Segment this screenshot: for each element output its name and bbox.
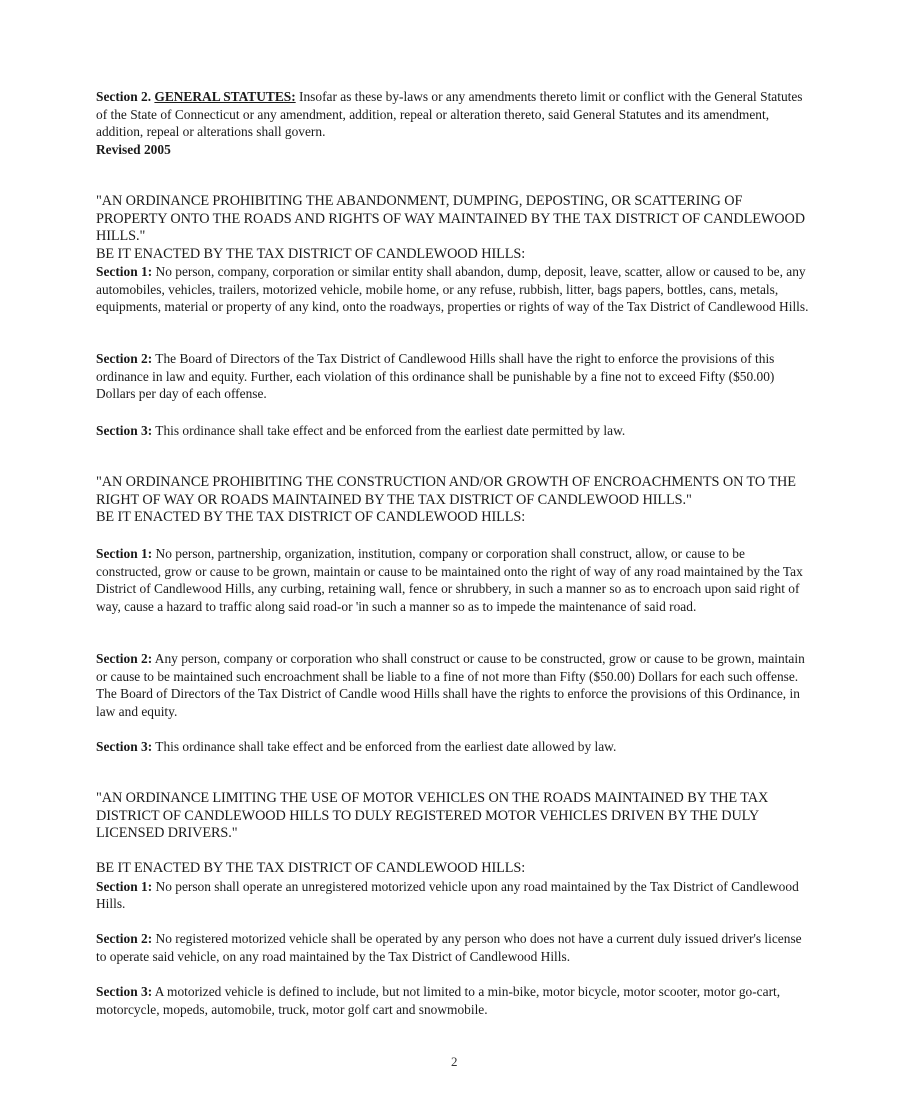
section-text: Insofar as these by-laws or any amendments thereto limit or conflict with the General Statutes of the State of Connecticut or any amendment, addition, repeal or alteration thereto, said General Statutes and its amendment, addition, repeal or alterations shall govern. [96,89,803,140]
ordinance-motor-vehicles-section-2 [96,930,812,965]
section-text: A motorized vehicle is defined to include, but not limited to a min-bike, motor bicycle, motor scooter, motor go-cart, motorcycle, mopeds, automobile, truck, motor golf cart and snowmobile. [96,984,781,1017]
ordinance-encroachments-section-3 [96,738,812,756]
section-label: Section 3: [96,739,153,754]
section-text: No person shall operate an unregistered motorized vehicle upon any road maintained by the Tax District of Candlewood Hills. [96,878,799,912]
section-text: The Board of Directors of the Tax District of Candlewood Hills shall have the right to enforce the provisions of this ordinance in law and equity. Further, each violation of this ordinance shall be punishable by a fine not to exceed Fifty ($50.00) Dollars per day of each offense. [96,351,775,402]
ordinance-abandonment-section-2 [96,350,812,403]
section-label: Section 3: [96,984,153,999]
ordinance-motor-vehicles-enacted [96,860,812,913]
section-paragraph [96,738,812,756]
section-text: No person, partnership, organization, institution, company or corporation shall construct, allow, or cause to be constructed, grow or cause to be grown, maintain or cause to be maintained onto the right of way of any road maintained by the Tax District of Candlewood Hills, any curbing, retaining wall, fence or shrubbery, in such a manner so as to encroach upon said right of way, cause a hazard to traffic along said road-or 'in such a manner so as to impede the maintenance of said road. [96,546,803,614]
ordinance-title: "AN ORDINANCE PROHIBITING THE ABANDONMENT, DUMPING, DEPOSTING, OR SCATTERING OF PROPERTY ONTO THE ROADS AND RIGHTS OF WAY MAINTAINED BY THE TAX DISTRICT OF CANDLEWOOD HILLS." [96,193,805,245]
section-label: Section 1: [96,878,153,894]
enacted-line: BE IT ENACTED BY THE TAX DISTRICT OF CANDLEWOOD HILLS: [96,509,526,526]
section-text: No registered motorized vehicle shall be operated by any person who does not have a current duly issued driver's license to operate said vehicle, on any road maintained by the Tax District of Candlewood Hills. [96,931,802,964]
enacted-line: BE IT ENACTED BY THE TAX DISTRICT OF CANDLEWOOD HILLS: [96,860,526,876]
section-paragraph [96,350,812,403]
ordinance-encroachments-section-2 [96,650,812,720]
section-paragraph [96,422,812,440]
general-statutes-section [96,88,812,158]
section-label: Section 1: [96,546,153,561]
section-paragraph [96,878,812,913]
ordinance-abandonment [96,193,812,263]
section-text: This ordinance shall take effect and be enforced from the earliest date permitted by law. [155,423,626,438]
section-label: Section 2: [96,931,153,946]
section-heading: GENERAL STATUTES: [154,89,296,104]
section-text: No person, company, corporation or similar entity shall abandon, dump, deposit, leave, scatter, allow or caused to be, any automobiles, vehicles, trailers, motorized vehicle, mobile home, or any refuse, rubbish, litter, bags papers, bottles, cans, metals, equipments, material or property of any kind, onto the roadways, properties or rights of way of the Tax District of Candlewood Hills. [96,264,809,315]
section-label: Section 2. [96,89,152,104]
revised-note: Revised 2005 [96,141,171,157]
ordinance-encroachments [96,474,812,527]
section-paragraph [96,930,812,965]
section-label: Section 2: [96,351,153,366]
section-text: Any person, company or corporation who shall construct or cause to be constructed, grow or cause to be grown, maintain or cause to be maintained such encroachment shall be liable to a fine of not more than Fifty ($50.00) Dollars for each such offense. The Board of Directors of the Tax District of Candle wood Hills shall have the rights to enforce the provisions of this Ordinance, in law and equity. [96,651,805,719]
section-paragraph [96,650,812,720]
section-paragraph [96,983,812,1018]
section-label: Section 1: [96,264,153,279]
enacted-line: BE IT ENACTED BY THE TAX DISTRICT OF CANDLEWOOD HILLS: [96,245,526,262]
page-number: 2 [451,1054,458,1069]
section-text: This ordinance shall take effect and be enforced from the earliest date allowed by law. [155,739,617,754]
ordinance-abandonment-section-1 [96,263,812,316]
section-paragraph [96,545,812,615]
ordinance-motor-vehicles [96,790,812,843]
section-label: Section 2: [96,651,153,666]
ordinance-title: "AN ORDINANCE PROHIBITING THE CONSTRUCTION AND/OR GROWTH OF ENCROACHMENTS ON TO THE RIGHT OF WAY OR ROADS MAINTAINED BY THE TAX DISTRICT OF CANDLEWOOD HILLS." [96,474,796,508]
section-label: Section 3: [96,423,153,438]
ordinance-title: "AN ORDINANCE LIMITING THE USE OF MOTOR VEHICLES ON THE ROADS MAINTAINED BY THE TAX DISTRICT OF CANDLEWOOD HILLS TO DULY REGISTERED MOTOR VEHICLES DRIVEN BY THE DULY LICENSED DRIVERS." [96,790,769,842]
ordinance-abandonment-section-3 [96,422,812,440]
general-statutes-paragraph [96,88,812,141]
ordinance-encroachments-section-1 [96,545,812,615]
ordinance-motor-vehicles-section-3 [96,983,812,1018]
section-paragraph [96,263,812,316]
